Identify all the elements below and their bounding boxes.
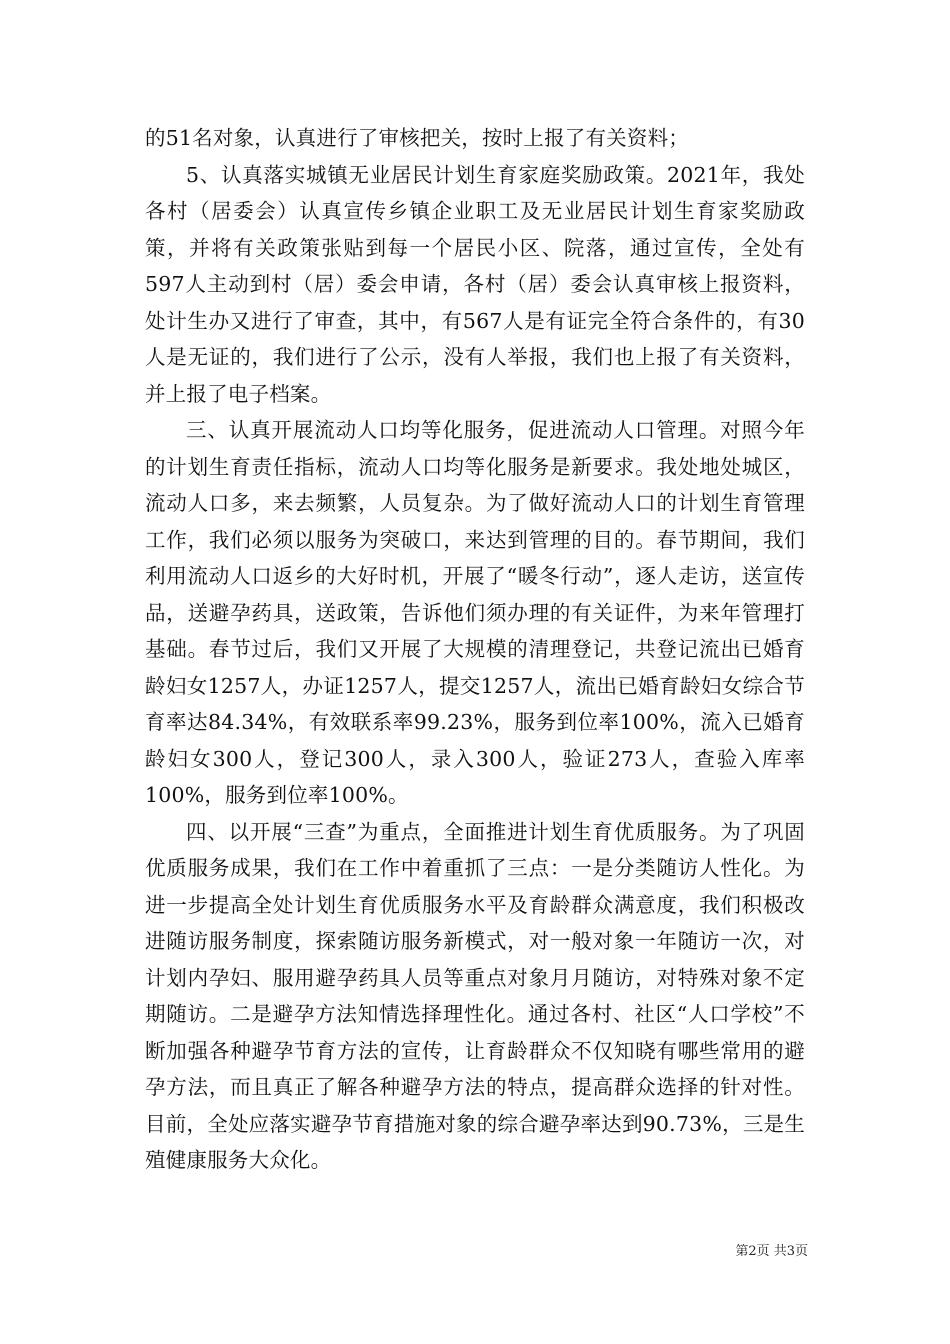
- document-body: [145, 120, 805, 1179]
- paragraph-section-3: 三、认真开展流动人口均等化服务，促进流动人口管理。对照今年的计划生育责任指标，流动人口均等化服务是新要求。我处地处城区，流动人口多，来去频繁，人员复杂。为了做好流动人口的计划生育管理工作，我们必须以服务为突破口，来达到管理的目的。春节期间，我们利用流动人口返乡的大好时机，开展了“暖冬行动”，逐人走访，送宣传品，送避孕药具，送政策，告诉他们须办理的有关证件，为来年管理打基础。春节过后，我们又开展了大规模的清理登记，共登记流出已婚育龄妇女1257人，办证1257人，提交1257人，流出已婚育龄妇女综合节育率达84.34%，有效联系率99.23%，服务到位率100%，流入已婚育龄妇女300人，登记300人，录入300人，验证273人，查验入库率100%，服务到位率100%。: [145, 418, 805, 807]
- paragraph-section-4: 四、以开展“三查”为重点，全面推进计划生育优质服务。为了巩固优质服务成果，我们在工作中着重抓了三点：一是分类随访人性化。为进一步提高全处计划生育优质服务水平及育龄群众满意度，我们积极改进随访服务制度，探索随访服务新模式，对一般对象一年随访一次，对计划内孕妇、服用避孕药具人员等重点对象月月随访，对特殊对象不定期随访。二是避孕方法知情选择理性化。通过各村、社区“人口学校”不断加强各种避孕节育方法的宣传，让育龄群众不仅知晓有哪些常用的避孕方法，而且真正了解各种避孕方法的特点，提高群众选择的针对性。目前，全处应落实避孕节育措施对象的综合避孕率达到90.73%，三是生殖健康服务大众化。: [145, 819, 805, 1172]
- paragraph-item-5: 5、认真落实城镇无业居民计划生育家庭奖励政策。2021年，我处各村（居委会）认真宣传乡镇企业职工及无业居民计划生育家奖励政策，并将有关政策张贴到每一个居民小区、院落，通过宣传，全处有597人主动到村（居）委会申请，各村（居）委会认真审核上报资料，处计生办又进行了审查，其中，有567人是有证完全符合条件的，有30人是无证的，我们进行了公示，没有人举报，我们也上报了有关资料，并上报了电子档案。: [145, 162, 805, 406]
- paragraph-continuation: 的51名对象，认真进行了审核把关，按时上报了有关资料；: [145, 126, 689, 150]
- page-number: 第2页 共3页: [735, 1244, 808, 1259]
